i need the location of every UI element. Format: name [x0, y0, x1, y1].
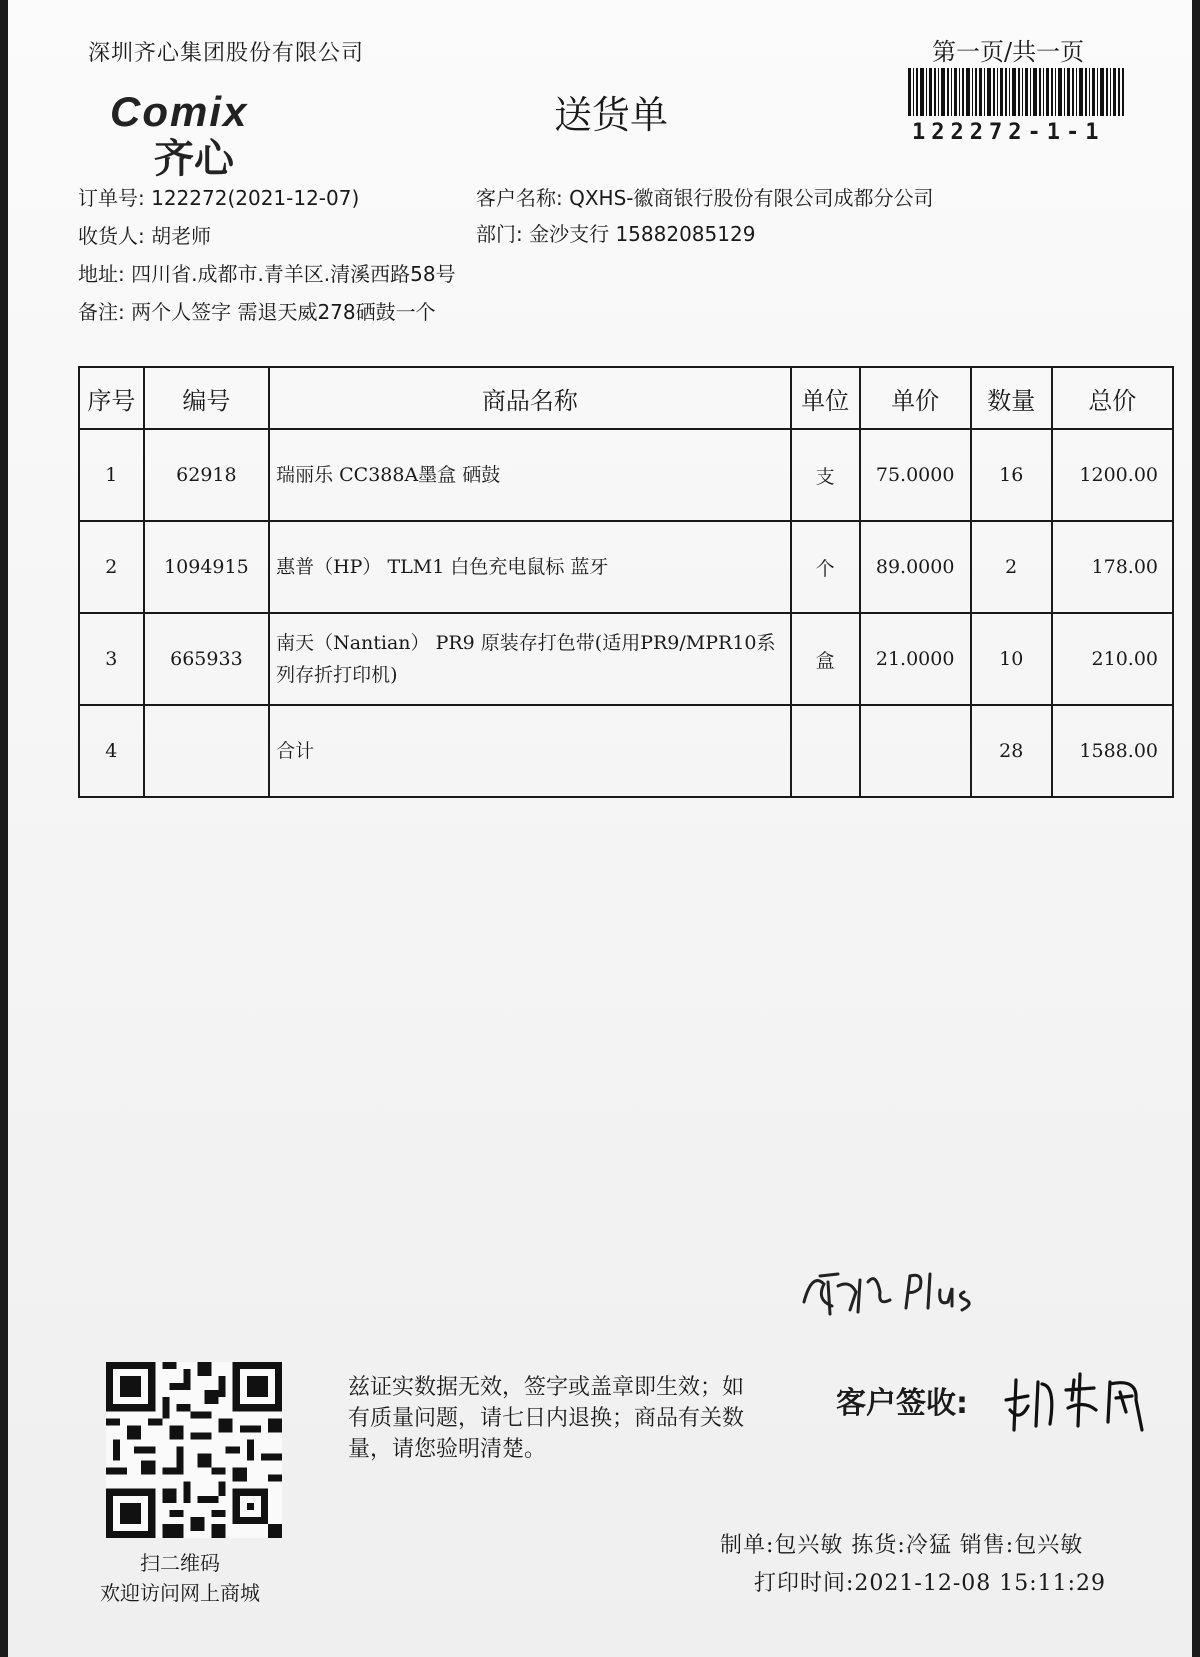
- table-row: [79, 613, 1173, 705]
- cell-total: 178.00: [1052, 521, 1173, 613]
- page-info: 第一页/共一页: [932, 38, 1085, 66]
- cell-seq: 4: [79, 705, 144, 797]
- company-name: 深圳齐心集团股份有限公司: [88, 41, 365, 66]
- cell-price: [860, 705, 971, 797]
- customer-sign-label: 客户签收:: [836, 1386, 968, 1421]
- order-number: 订单号: 122272(2021-12-07): [78, 186, 360, 210]
- cell-seq: 2: [79, 521, 144, 613]
- cell-total: 1588.00: [1052, 705, 1173, 797]
- department: 部门: 金沙支行 15882085129: [476, 222, 756, 246]
- cell-name: 瑞丽乐 CC388A墨盒 硒鼓: [269, 429, 791, 521]
- logo-chinese-text: 齐心: [154, 136, 234, 178]
- cell-seq: 3: [79, 613, 144, 705]
- header-code: 编号: [144, 367, 269, 429]
- qr-caption-line-2: 欢迎访问网上商城: [100, 1581, 260, 1605]
- address: 地址: 四川省.成都市.青羊区.清溪西路58号: [78, 262, 456, 286]
- cell-code: 665933: [144, 613, 269, 705]
- cell-name: 惠普（HP） TLM1 白色充电鼠标 蓝牙: [269, 521, 791, 613]
- header-total: 总价: [1052, 367, 1173, 429]
- barcode-number: 122272-1-1: [912, 120, 1105, 145]
- table-row: [79, 521, 1173, 613]
- receiver: 收货人: 胡老师: [78, 224, 212, 248]
- cell-unit: 盒: [791, 613, 860, 705]
- table-total-row: [79, 705, 1173, 797]
- cell-unit: 个: [791, 521, 860, 613]
- table-row: [79, 429, 1173, 521]
- print-time: 打印时间:2021-12-08 15:11:29: [754, 1571, 1107, 1596]
- header-qty: 数量: [971, 367, 1052, 429]
- barcode: [908, 68, 1124, 116]
- header-name: 商品名称: [269, 367, 791, 429]
- table-header-row: [79, 367, 1173, 429]
- remark: 备注: 两个人签字 需退天威278硒鼓一个: [78, 300, 436, 324]
- qr-code: [106, 1362, 282, 1538]
- cell-code: 1094915: [144, 521, 269, 613]
- notice-text: 兹证实数据无效，签字或盖章即生效；如有质量问题，请七日内退换；商品有关数量，请您验明清楚。: [348, 1375, 745, 1462]
- delivery-note-page: [8, 0, 1192, 1657]
- cell-price: 75.0000: [860, 429, 971, 521]
- customer-signature: [998, 1360, 1168, 1440]
- cell-qty: 28: [971, 705, 1052, 797]
- document-title: 送货单: [554, 93, 669, 137]
- handwritten-note: [798, 1262, 1008, 1322]
- cell-qty: 16: [971, 429, 1052, 521]
- cell-code: [144, 705, 269, 797]
- cell-unit: 支: [791, 429, 860, 521]
- cell-code: 62918: [144, 429, 269, 521]
- customer-name: 客户名称: QXHS-徽商银行股份有限公司成都分公司: [476, 186, 934, 210]
- cell-name: 合计: [269, 705, 791, 797]
- header-price: 单价: [860, 367, 971, 429]
- cell-price: 21.0000: [860, 613, 971, 705]
- cell-qty: 10: [971, 613, 1052, 705]
- header-seq: 序号: [79, 367, 144, 429]
- cell-price: 89.0000: [860, 521, 971, 613]
- header-unit: 单位: [791, 367, 860, 429]
- cell-unit: [791, 705, 860, 797]
- logo-latin-text: Comix: [110, 88, 249, 135]
- staff-line: 制单:包兴敏 拣货:冷猛 销售:包兴敏: [720, 1533, 1084, 1558]
- cell-total: 210.00: [1052, 613, 1173, 705]
- cell-name: 南天（Nantian） PR9 原装存打色带(适用PR9/MPR10系列存折打印机): [269, 613, 791, 705]
- cell-total: 1200.00: [1052, 429, 1173, 521]
- comix-logo: [108, 88, 338, 178]
- cell-seq: 1: [79, 429, 144, 521]
- cell-qty: 2: [971, 521, 1052, 613]
- qr-caption-line-1: 扫二维码: [140, 1551, 220, 1575]
- items-table: [78, 366, 1174, 798]
- qr-caption: [100, 1548, 260, 1608]
